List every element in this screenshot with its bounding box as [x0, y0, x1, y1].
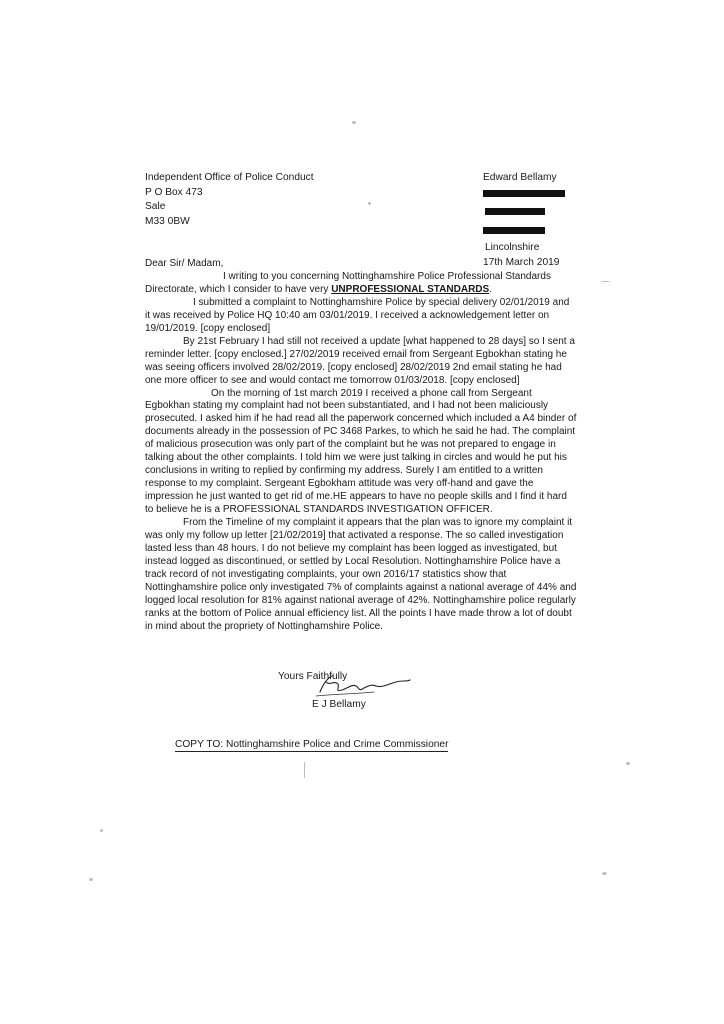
scan-speck — [89, 878, 93, 881]
sender-county: Lincolnshire — [485, 242, 540, 253]
scan-speck — [626, 762, 630, 765]
redacted-line — [483, 208, 565, 223]
recipient-address — [145, 171, 314, 229]
unprofessional-standards-emphasis: UNPROFESSIONAL STANDARDS — [331, 283, 490, 295]
redacted-line — [483, 190, 565, 205]
recipient-line: M33 0BW — [145, 215, 190, 227]
paragraph-3: By 21st February I had still not received a update [what happened to 28 days] so I sent a reminder letter. [copy enclosed.] 27/02/2019 received email from Sergeant Egbokhan stating he was seeing officers involved 28/02/2019. [copy enclosed] 28/02/2019 2nd email stating he had one more officer to see and would contact me tomorrow 01/03/2018. [copy enclosed] — [145, 335, 575, 386]
handwritten-signature — [314, 670, 414, 700]
signed-name: E J Bellamy — [312, 699, 366, 710]
scan-speck — [368, 202, 371, 205]
recipient-line: Sale — [145, 201, 166, 212]
recipient-line: Independent Office of Police Conduct — [145, 172, 314, 183]
sender-address — [483, 171, 565, 270]
paragraph-2: I submitted a complaint to Nottinghamshire Police by special delivery 02/01/2019 and it was received by Police HQ 10:40 am 03/01/2019. I received a acknowledgement letter on 19/01/2019. [copy enclosed] — [145, 296, 570, 334]
scan-speck — [602, 872, 607, 875]
recipient-line: P O Box 473 — [145, 186, 203, 198]
scan-speck — [352, 121, 356, 124]
salutation: Dear Sir/ Madam, — [145, 258, 224, 269]
sender-name: Edward Bellamy — [483, 172, 557, 183]
paragraph-1-text: I writing to you concerning Nottinghamshire Police Professional Standards Directorate, which I consider to have very — [145, 270, 551, 295]
scan-speck — [100, 829, 103, 832]
paragraph-1 — [145, 271, 577, 297]
closing: Yours Faithfully — [278, 671, 348, 682]
scan-speck — [304, 762, 305, 778]
paragraph-5: From the Timeline of my complaint it appears that the plan was to ignore my complaint it was only my follow up letter [21/02/2019] that activated a response. The so called investigation lasted less than 48 hours. I do not believe my complaint has been logged as investigated, but instead logged as discontinued, or settled by Local Resolution. Nottinghamshire Police have a track record of not investigating complaints, your own 2016/17 statistics show that Nottinghamshire police only investigated 7% of complaints against a national average of 44% and logged local resolution for 81% against national average of 42%. Nottinghamshire police regularly ranks at the bottom of Police annual efficiency list. All the points I have made throw a lot of doubt in mind about the propriety of Nottinghamshire Police. — [145, 517, 577, 632]
scan-speck — [601, 281, 610, 282]
copy-to-line: COPY TO: Nottinghamshire Police and Crime Commissioner — [175, 739, 449, 750]
paragraph-4: On the morning of 1st march 2019 I received a phone call from Sergeant Egbokhan stating my complaint had not been substantiated, and I had not been maliciously prosecuted. I asked him if he had read all the paperwork concerned which included a A4 binder of documents already in the possession of PC 3468 Parkes, to which he said he had. The complaint of malicious prosecution was only part of the complaint but he was not prepared to engage in talking about the other complaints. I told him we were just talking in circles and would he put his conclusions in writing to replied by confirming my address. Surely I am entitled to a written response to my complaint. Sergeant Egbokham attitude was very off-hand and gave the impression he just wanted to get rid of me.HE appears to have no people skills and I find it hard to believe he is a PROFESSIONAL STANDARDS INVESTIGATION OFFICER. — [145, 387, 577, 516]
letter-date: 17th March 2019 — [483, 256, 560, 268]
letter-body — [145, 258, 577, 634]
paragraph-1-end: . — [489, 283, 492, 295]
redacted-line — [483, 227, 565, 242]
